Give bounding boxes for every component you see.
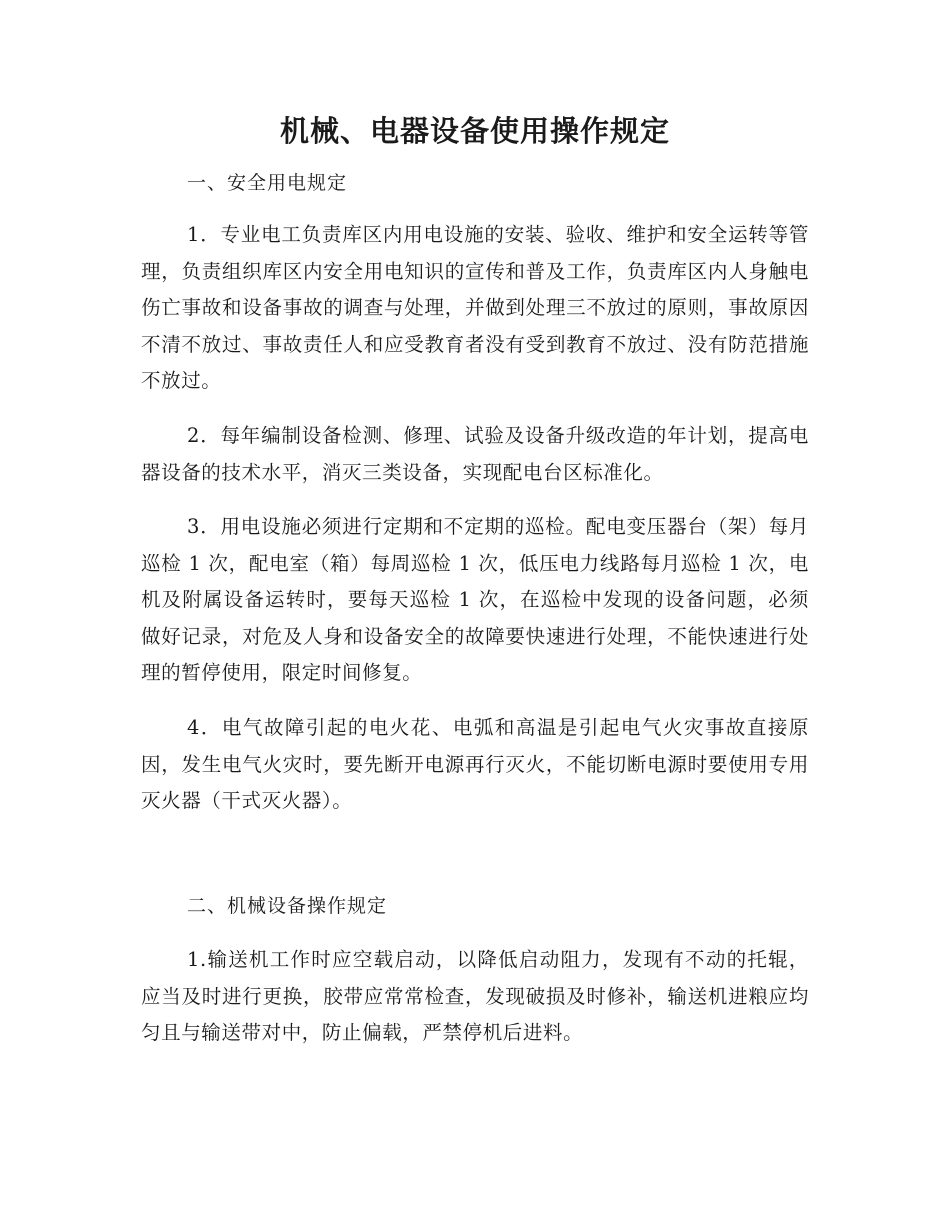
section-heading-electrical-safety: 一、安全用电规定 [187, 172, 348, 194]
paragraph-inspection: 3．用电设施必须进行定期和不定期的巡检。配电变压器台（架）每月巡检 1 次，配电室（箱）每周巡检 1 次，低压电力线路每月巡检 1 次，电机及附属设备运转时，要每天巡检 1 次，在巡检中发现的设备问题，必须做好记录，对危及人身和设备安全的故障要快速进行处理，不能快速进行处理的暂停使用，限定时间修复。 [141, 515, 809, 685]
paragraph-electrical-fire: 4．电气故障引起的电火花、电弧和高温是引起电气火灾事故直接原因，发生电气火灾时，要先断开电源再行灭火，不能切断电源时要使用专用灭火器（干式灭火器）。 [141, 716, 809, 813]
paragraph-conveyor: 1.输送机工作时应空载启动，以降低启动阻力，发现有不动的托辊，应当及时进行更换，胶带应常常检查，发现破损及时修补，输送机进粮应均匀且与输送带对中，防止偏载，严禁停机后进料。 [141, 948, 809, 1045]
paragraph-annual-plan: 2．每年编制设备检测、修理、试验及设备升级改造的年计划，提高电器设备的技术水平，消灭三类设备，实现配电台区标准化。 [141, 424, 809, 484]
document-title: 机械、电器设备使用操作规定 [279, 114, 670, 148]
section-heading-machinery-operation: 二、机械设备操作规定 [187, 895, 388, 917]
paragraph-electrician-duties: 1．专业电工负责库区内用电设施的安装、验收、维护和安全运转等管理，负责组织库区内安全用电知识的宣传和普及工作，负责库区内人身触电伤亡事故和设备事故的调查与处理，并做到处理三不放过的原则，事故原因不清不放过、事故责任人和应受教育者没有受到教育不放过、没有防范措施不放过。 [141, 223, 809, 393]
